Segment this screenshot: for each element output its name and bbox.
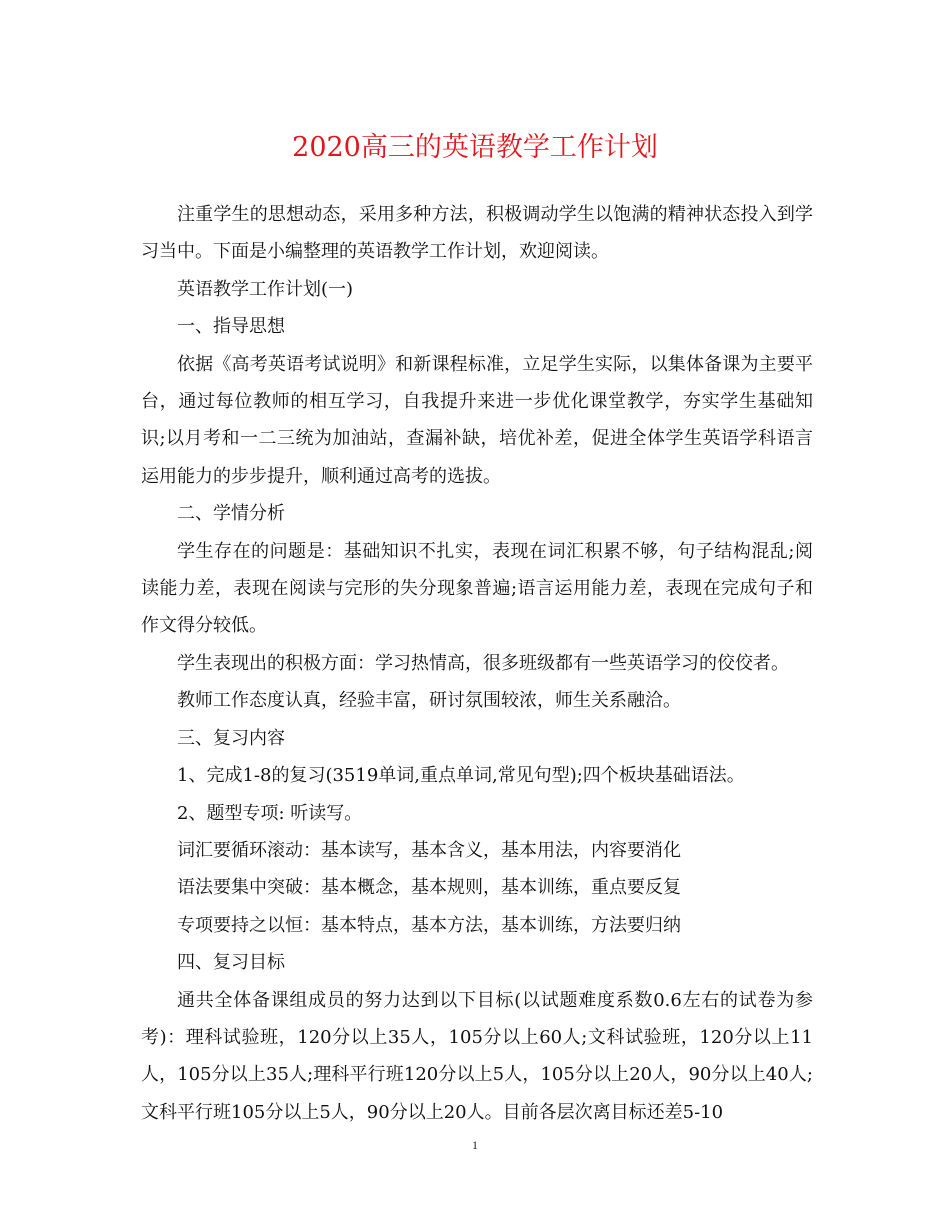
page-number: 1 — [472, 1138, 478, 1152]
section-heading-review-content: 三、复习内容 — [177, 727, 285, 749]
section-heading-student-analysis: 二、学情分析 — [177, 503, 285, 525]
paragraph-teacher-attitude: 教师工作态度认真，经验丰富，研讨氛围较浓，师生关系融洽。 — [177, 690, 681, 712]
paragraph-student-problems: 学生存在的问题是：基础知识不扎实，表现在词汇积累不够，句子结构混乱;阅读能力差，表现在阅读与完形的失分现象普遍;语言运用能力差，表现在完成句子和作文得分较低。 — [141, 540, 813, 637]
document-title: 2020高三的英语教学工作计划 — [292, 132, 658, 163]
paragraph-review-goals: 通共全体备课组成员的努力达到以下目标(以试题难度系数0.6左右的试卷为参考)：理科试验班，120分以上35人，105分以上60人;文科试验班，120分以上11人，105分以上35人;理科平行班120分以上5人，105分以上20人，90分以上40人;文科平行班105分以上5人，90分以上20人。目前各层次离目标还差5-10 — [141, 989, 813, 1123]
paragraph-student-positives: 学生表现出的积极方面：学习热情高，很多班级都有一些英语学习的佼佼者。 — [177, 652, 789, 674]
paragraph-grammar: 语法要集中突破：基本概念，基本规则，基本训练，重点要反复 — [177, 877, 681, 899]
paragraph-review-item-1: 1、完成1-8的复习(3519单词,重点单词,常见句型);四个板块基础语法。 — [177, 765, 745, 787]
paragraph-review-item-2: 2、题型专项: 听读写。 — [177, 802, 363, 824]
paragraph-guiding-idea: 依据《高考英语考试说明》和新课程标准，立足学生实际，以集体备课为主要平台，通过每位教师的相互学习，自我提升来进一步优化课堂教学，夯实学生基础知识;以月考和一二三统为加油站，查漏补缺，培优补差，促进全体学生英语学科语言运用能力的步步提升，顺利通过高考的选拔。 — [141, 353, 813, 487]
paragraph-vocabulary: 词汇要循环滚动：基本读写，基本含义，基本用法，内容要消化 — [177, 839, 681, 861]
paragraph-intro: 注重学生的思想动态，采用多种方法，积极调动学生以饱满的精神状态投入到学习当中。下面是小编整理的英语教学工作计划，欢迎阅读。 — [141, 204, 813, 263]
section-heading-review-goals: 四、复习目标 — [177, 952, 285, 974]
paragraph-special-topics: 专项要持之以恒：基本特点，基本方法，基本训练，方法要归纳 — [177, 914, 681, 936]
document-body — [141, 196, 813, 1131]
section-heading-guiding-idea: 一、指导思想 — [177, 316, 285, 338]
paragraph-plan-heading: 英语教学工作计划(一) — [177, 278, 354, 300]
